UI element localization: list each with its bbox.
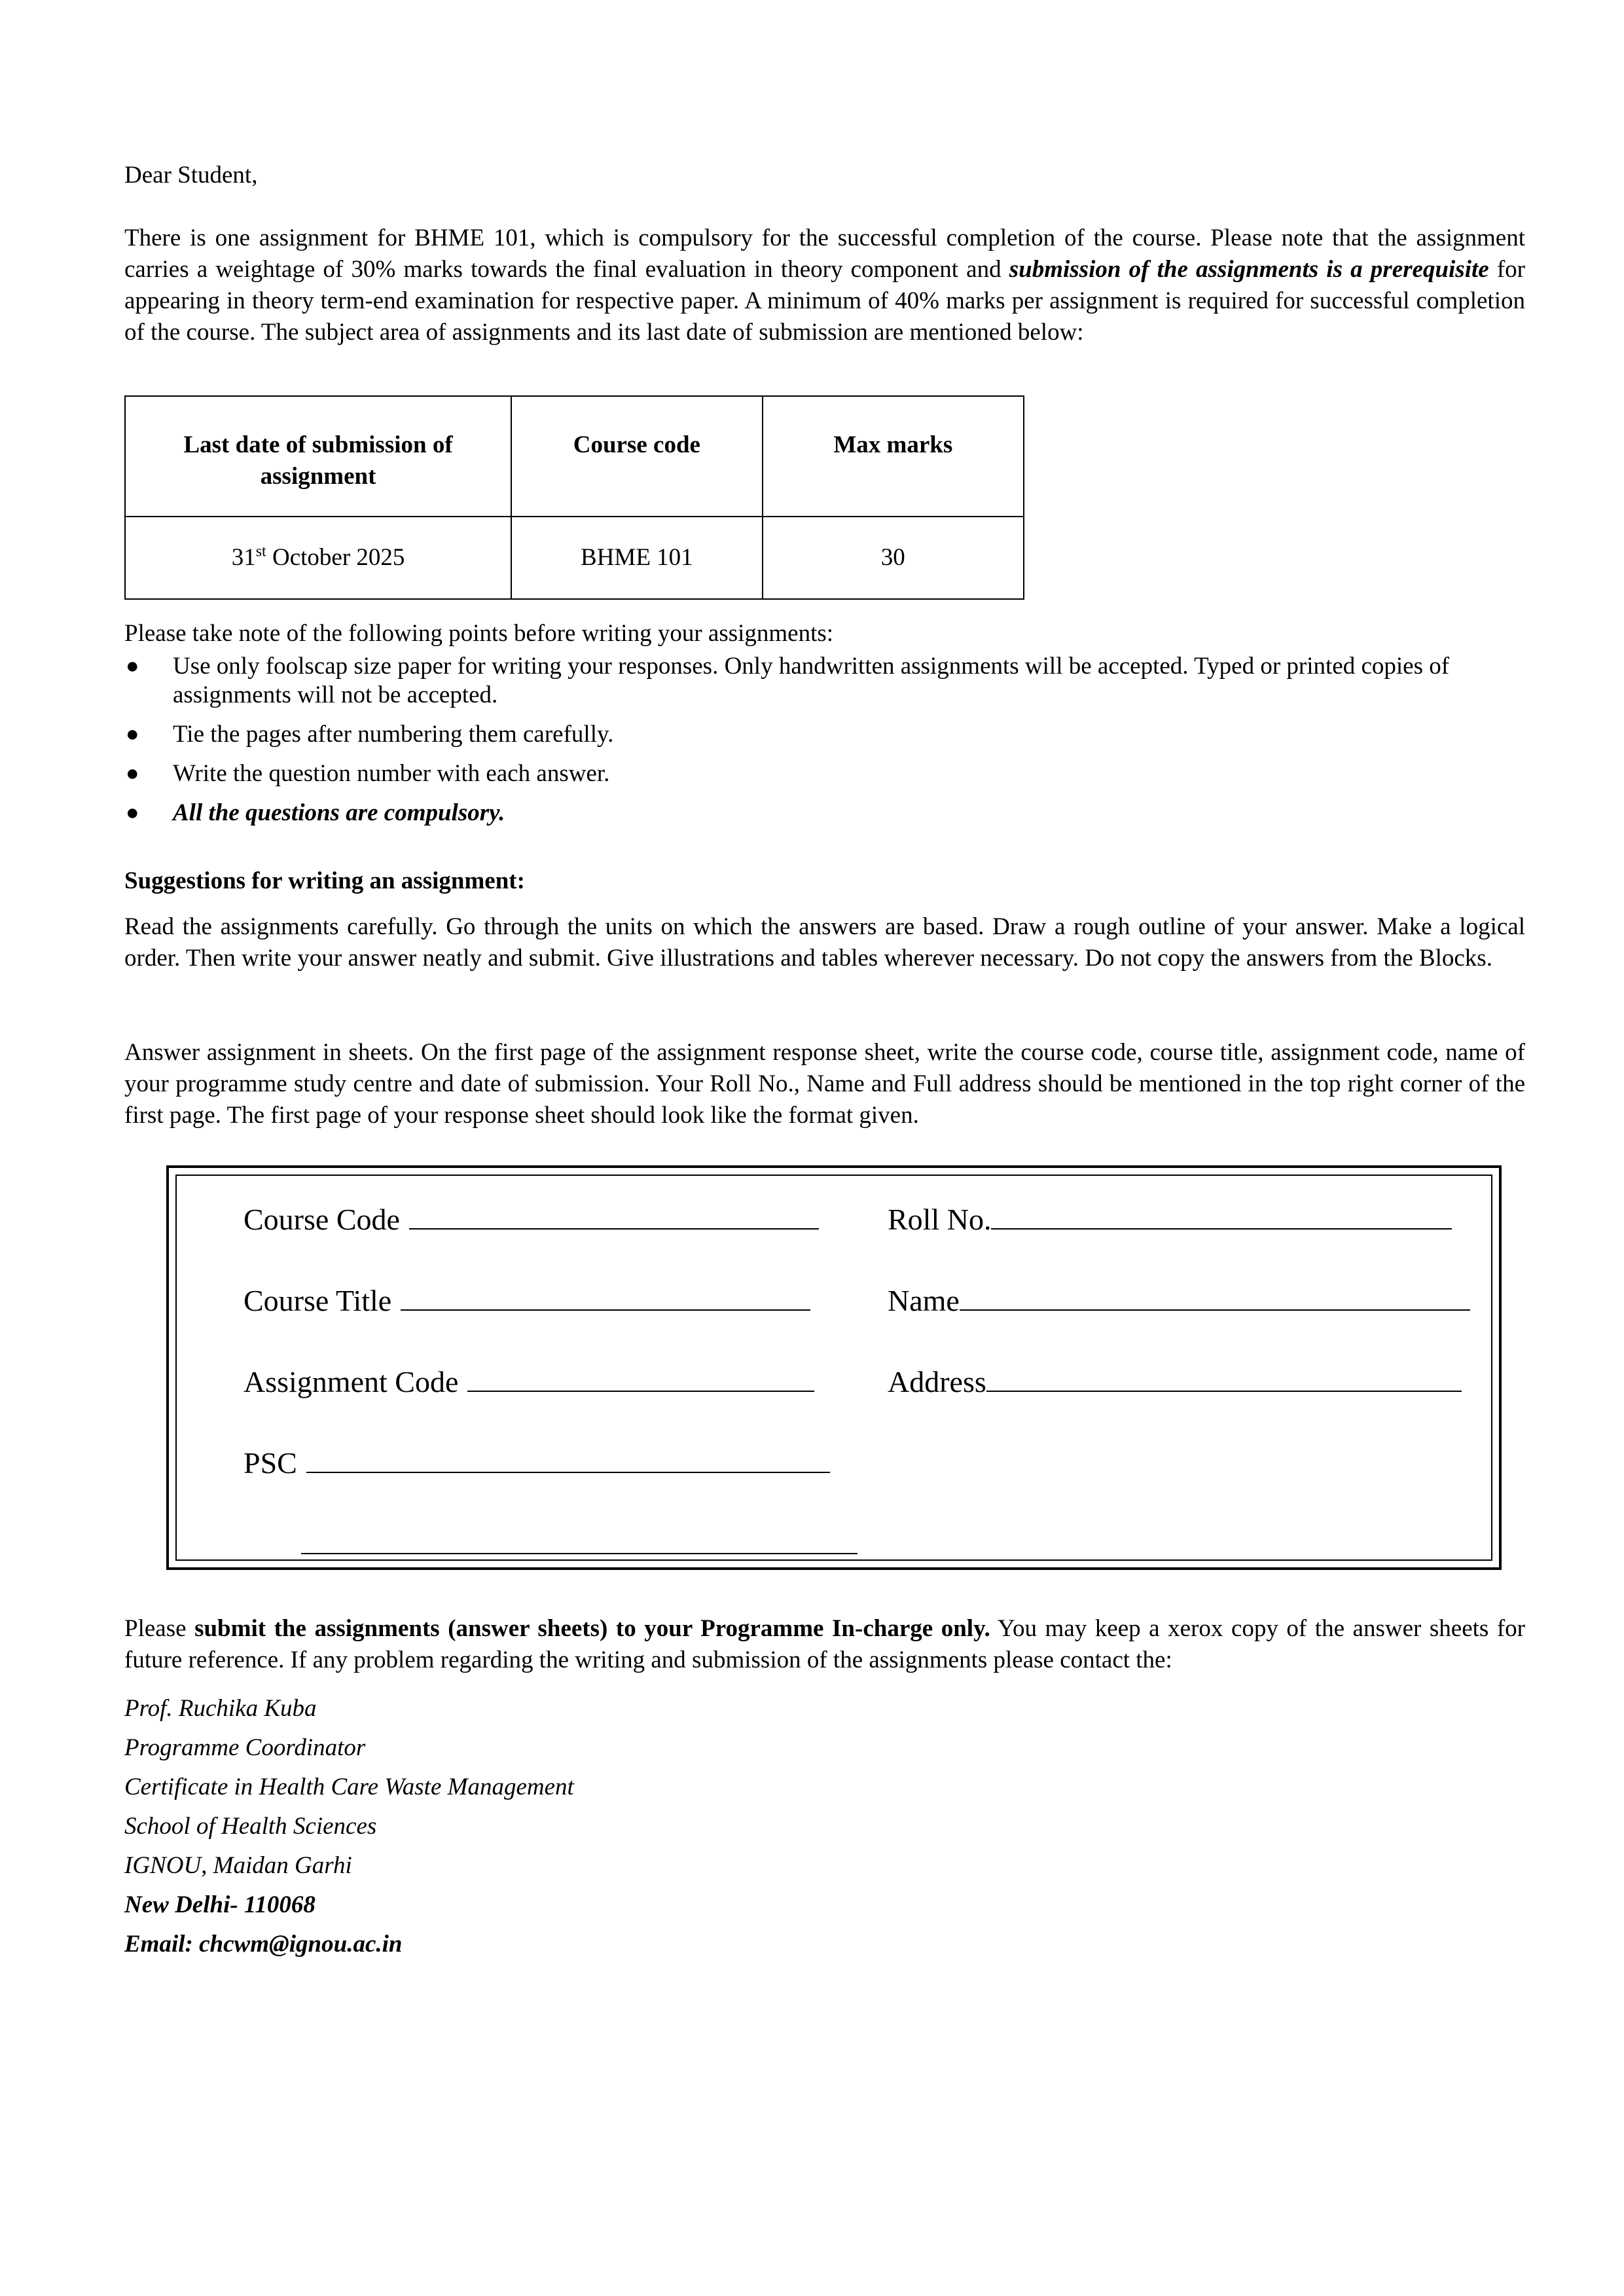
response-sheet-format xyxy=(166,1165,1502,1570)
contact-name: Prof. Ruchika Kuba xyxy=(124,1695,317,1722)
blank-line xyxy=(986,1362,1462,1392)
suggestions-paragraph: Read the assignments carefully. Go through the units on which the answers are based. Draw a rough outline of your answer. Make a logical order. Then write your answer neatly and submit. Give illustrations and tables wherever necessary. Do not copy the answers from the Blocks. xyxy=(124,913,1525,972)
field-psc-continued xyxy=(301,1524,857,1563)
field-label: Roll No. xyxy=(888,1203,992,1236)
header-last-date: Last date of submission of assignment xyxy=(125,396,511,517)
contact-programme: Certificate in Health Care Waste Management xyxy=(124,1774,574,1800)
closing-emphasis: submit the assignments (answer sheets) to your Programme In-charge only. xyxy=(194,1615,990,1642)
field-label: Name xyxy=(888,1284,960,1317)
bullet-icon: ● xyxy=(126,801,139,825)
intro-emphasis: submission of the assignments is a prerequisite xyxy=(1009,256,1489,283)
field-address xyxy=(888,1362,1462,1400)
date-suffix: st xyxy=(255,543,266,560)
point-text: All the questions are compulsory. xyxy=(173,799,505,826)
field-roll-no xyxy=(888,1199,1452,1238)
intro-text-1: There is one assignment for BHME 101, which is compulsory for the successful completion of the course. Please note that the assignment carries a weightage of 30% marks towards the final evaluation in theory component and xyxy=(124,225,1525,283)
points-list xyxy=(124,652,1525,838)
point-text: Write the question number with each answer. xyxy=(173,760,610,787)
table-row xyxy=(125,517,1024,599)
bullet-icon: ● xyxy=(126,761,139,786)
point-text: Tie the pages after numbering them carefully. xyxy=(173,721,614,748)
cell-course-code: BHME 101 xyxy=(511,517,762,599)
list-item xyxy=(124,759,1525,788)
date-day: 31 xyxy=(231,544,256,571)
field-course-code xyxy=(244,1199,819,1238)
blank-line xyxy=(991,1199,1452,1230)
field-label: Assignment Code xyxy=(244,1365,459,1398)
submission-table xyxy=(124,395,1024,600)
closing-text-2: You may keep a xerox copy of the answer sheets for future reference. If any problem regarding the writing and submission of the assignments please contact the: xyxy=(124,1615,1525,1673)
field-psc xyxy=(244,1443,830,1482)
list-item xyxy=(124,799,1525,828)
cell-max-marks: 30 xyxy=(763,517,1024,599)
blank-line xyxy=(960,1281,1470,1311)
intro-text-2: for appearing in theory term-end examination for respective paper. A minimum of 40% marks per assignment is required for successful completion of the course. The subject area of assignments and its last date of submission are mentioned below: xyxy=(124,256,1525,346)
date-rest: October 2025 xyxy=(266,544,405,571)
table-header-row xyxy=(125,396,1024,517)
contact-school: School of Health Sciences xyxy=(124,1813,377,1840)
list-item xyxy=(124,652,1525,710)
closing-text-1: Please xyxy=(124,1615,195,1642)
field-assignment-code xyxy=(244,1362,814,1400)
contact-email: Email: chcwm@ignou.ac.in xyxy=(124,1931,403,1958)
list-item xyxy=(124,720,1525,749)
suggestions-heading: Suggestions for writing an assignment: xyxy=(124,867,525,894)
blank-line xyxy=(301,1524,857,1554)
blank-line xyxy=(467,1362,814,1392)
blank-line xyxy=(401,1281,810,1311)
blank-line xyxy=(306,1443,830,1473)
intro-paragraph xyxy=(124,223,1525,348)
cell-last-date xyxy=(125,517,511,599)
field-label: Course Code xyxy=(244,1203,400,1236)
blank-line xyxy=(409,1199,819,1230)
contact-city: New Delhi- 110068 xyxy=(124,1891,316,1918)
answer-instructions: Answer assignment in sheets. On the first page of the assignment response sheet, write the course code, course title, assignment code, name of your programme study centre and date of submission. Your Roll No., Name and Full address should be mentioned in the top right corner of the first page. The first page of your response sheet should look like the format given. xyxy=(124,1039,1525,1129)
field-name xyxy=(888,1281,1470,1319)
field-label: Course Title xyxy=(244,1284,392,1317)
format-inner-border xyxy=(175,1175,1492,1561)
closing-paragraph xyxy=(124,1613,1525,1676)
bullet-icon: ● xyxy=(126,654,139,678)
contact-institute: IGNOU, Maidan Garhi xyxy=(124,1852,352,1879)
field-course-title xyxy=(244,1281,810,1319)
field-label: Address xyxy=(888,1365,986,1398)
header-course-code: Course code xyxy=(511,396,762,517)
bullet-icon: ● xyxy=(126,722,139,746)
points-lead: Please take note of the following points before writing your assignments: xyxy=(124,620,834,647)
salutation: Dear Student, xyxy=(124,162,258,189)
header-max-marks: Max marks xyxy=(763,396,1024,517)
contact-role: Programme Coordinator xyxy=(124,1734,366,1761)
point-text: Use only foolscap size paper for writing your responses. Only handwritten assignments will be accepted. Typed or printed copies of assignments will not be accepted. xyxy=(173,653,1450,708)
field-label: PSC xyxy=(244,1446,297,1480)
